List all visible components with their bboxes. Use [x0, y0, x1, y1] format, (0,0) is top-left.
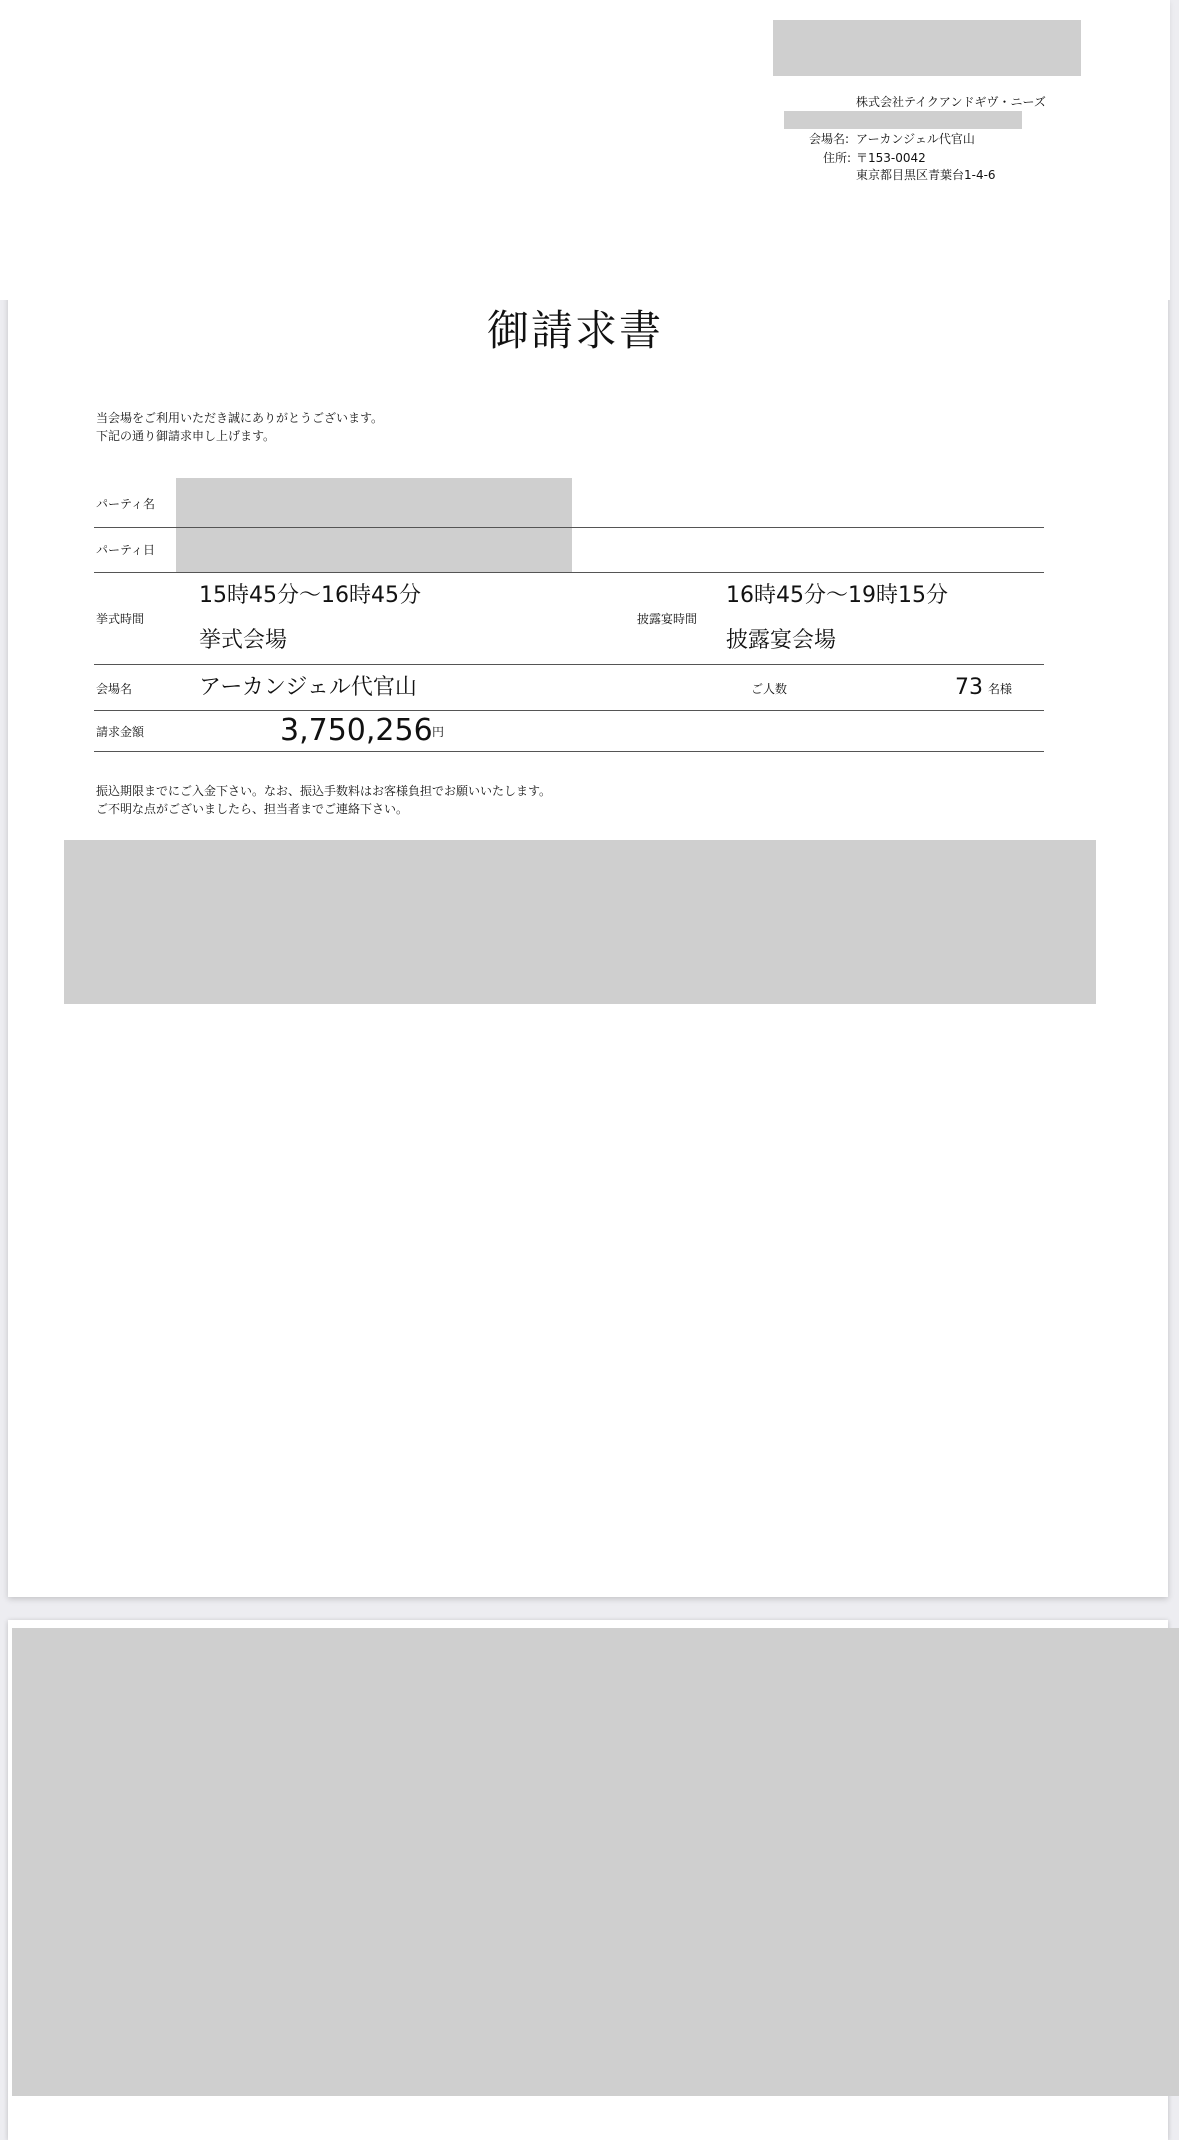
ceremony-time-label: 挙式時間: [96, 612, 145, 626]
party-name-label: パーティ名: [96, 497, 156, 511]
redacted-issuer-line: [784, 111, 1022, 129]
issuer-venue: アーカンジェル代官山: [856, 132, 975, 146]
issuer-company: 株式会社テイクアンドギヴ・ニーズ: [856, 95, 1046, 109]
reception-place: 披露宴会場: [726, 628, 837, 653]
table-rule: [94, 527, 1044, 528]
party-date-label: パーティ日: [96, 543, 156, 557]
invoice-amount: 3,750,256: [280, 713, 433, 748]
issuer-venue-label: 会場名:: [809, 132, 850, 146]
reception-time: 16時45分〜19時15分: [726, 583, 948, 608]
venue-label: 会場名: [96, 682, 133, 696]
guests-unit: 名様: [988, 682, 1013, 696]
document-title: 御請求書: [486, 306, 663, 355]
table-rule: [94, 751, 1044, 752]
table-rule: [94, 664, 1044, 665]
ceremony-place: 挙式会場: [199, 628, 288, 653]
table-rule: [94, 710, 1044, 711]
intro-line-2: 下記の通り御請求申し上げます。: [96, 429, 276, 443]
issuer-postal: 〒153-0042: [856, 151, 926, 165]
table-rule: [94, 572, 1044, 573]
amount-unit: 円: [432, 725, 445, 739]
venue-name: アーカンジェル代官山: [199, 675, 417, 700]
redacted-bank-info: [64, 840, 1096, 1004]
ceremony-time: 15時45分〜16時45分: [199, 583, 421, 608]
redacted-party-info: [176, 478, 572, 572]
guests-label: ご人数: [751, 682, 788, 696]
intro-line-1: 当会場をご利用いただき誠にありがとうございます。: [96, 411, 384, 425]
note-line-2: ご不明な点がございましたら、担当者までご連絡下さい。: [96, 802, 409, 816]
issuer-address-label: 住所:: [823, 151, 852, 165]
issuer-address: 東京都目黒区青葉台1-4-6: [856, 168, 996, 182]
amount-label: 請求金額: [96, 725, 145, 739]
note-line-1: 振込期限までにご入金下さい。なお、振込手数料はお客様負担でお願いいたします。: [96, 784, 552, 798]
redacted-logo: [773, 20, 1081, 76]
reception-time-label: 披露宴時間: [637, 612, 698, 626]
guest-count: 73: [955, 675, 983, 700]
redacted-page-2: [12, 1628, 1179, 2096]
